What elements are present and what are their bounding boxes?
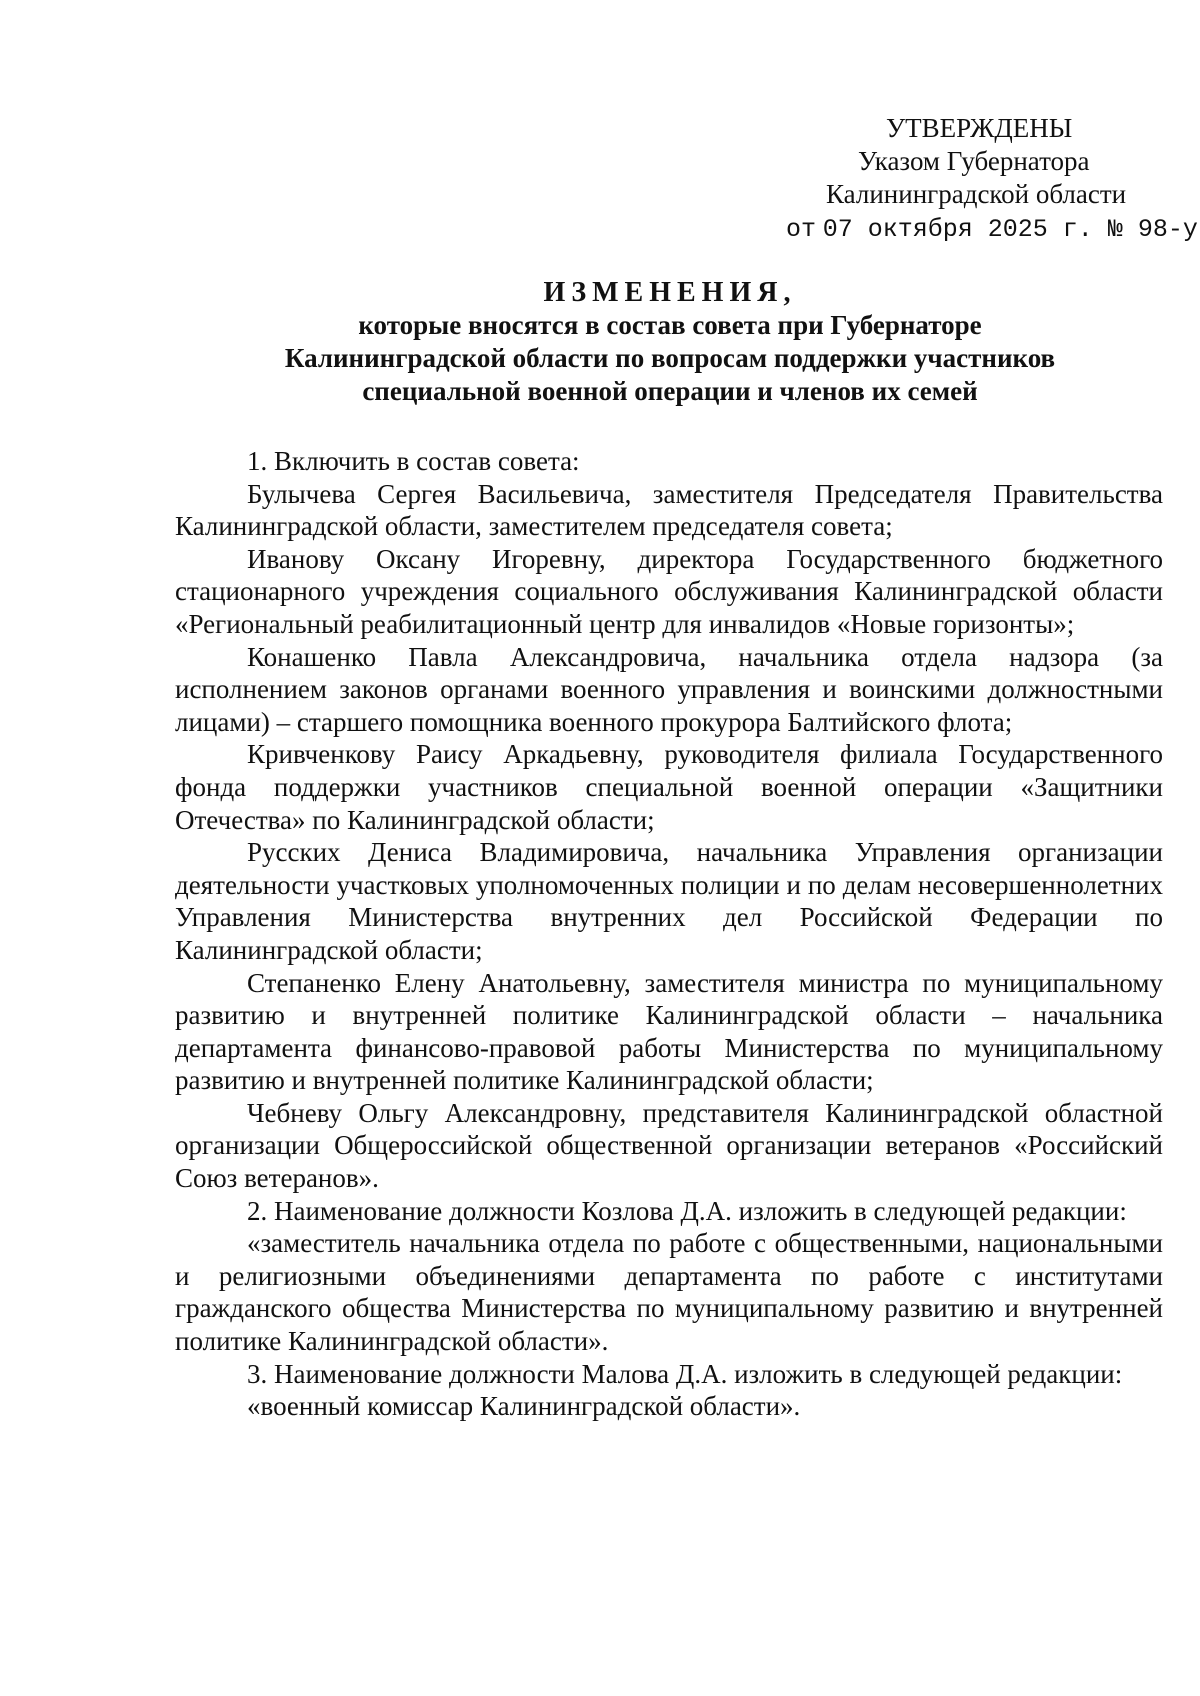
approval-date-line xyxy=(740,211,1198,246)
approval-authority: Указом Губернатора xyxy=(858,146,1090,176)
document-title: ИЗМЕНЕНИЯ, xyxy=(543,277,797,308)
paragraph-bulychev: Булычева Сергея Васильевича, заместителя Председателя Правительства Калининградской области, заместителем председателя совета; xyxy=(175,478,1163,542)
document-body xyxy=(175,445,1163,1423)
document-subtitle-line-1: которые вносятся в состав совета при Губернаторе xyxy=(358,310,982,340)
paragraph-include-intro: 1. Включить в состав совета: xyxy=(247,446,580,476)
paragraph-chebneva: Чебневу Ольгу Александровну, представителя Калининградской областной организации Общероссийской общественной организации ветеранов «Российский Союз ветеранов». xyxy=(175,1097,1163,1194)
paragraph-kozlov-position: «заместитель начальника отдела по работе с общественными, национальными и религиозными объединениями департамента по работе с институтами гражданского общества Министерства по муниципальному развитию и внутренней политике Калининградской области». xyxy=(175,1228,1163,1357)
approval-title: УТВЕРЖДЕНЫ xyxy=(886,113,1073,143)
approval-region: Калининградской области xyxy=(826,179,1127,209)
paragraph-item-2: 2. Наименование должности Козлова Д.А. изложить в следующей редакции: xyxy=(247,1195,1127,1226)
paragraph-konashenko: Конашенко Павла Александровича, начальника отдела надзора (за исполнением законов органами военного управления и воинскими должностными лицами) – старшего помощника военного прокурора Балтийского флота; xyxy=(175,641,1163,737)
paragraph-russkikh: Русских Дениса Владимировича, начальника Управления организации деятельности участковых уполномоченных полиции и по делам несовершеннолетних Управления Министерства внутренних дел Российской Федерации по Калининградской области; xyxy=(175,837,1163,965)
paragraph-item-3: 3. Наименование должности Малова Д.А. изложить в следующей редакции: xyxy=(247,1358,1123,1389)
document-subtitle-line-2: Калининградской области по вопросам поддержки участников xyxy=(284,343,1056,373)
paragraph-krivchenkova: Кривченкову Раису Аркадьевну, руководителя филиала Государственного фонда поддержки участников специальной военной операции «Защитники Отечества» по Калининградской области; xyxy=(175,739,1163,835)
document-subtitle-line-3: специальной военной операции и членов их семей xyxy=(362,376,978,406)
approval-block xyxy=(740,112,1198,246)
paragraph-malov-position: «военный комиссар Калининградской области». xyxy=(247,1391,801,1422)
document-heading xyxy=(175,276,1165,408)
paragraph-stepanenko: Степаненко Елену Анатольевну, заместителя министра по муниципальному развитию и внутренней политике Калининградской области – начальника департамента финансово-правовой работы Министерства по муниципальному развитию и внутренней политике Калининградской области; xyxy=(175,967,1163,1096)
approval-date-prefix: от xyxy=(786,215,817,244)
paragraph-ivanova: Иванову Оксану Игоревну, директора Государственного бюджетного стационарного учреждения социального обслуживания Калининградской области «Региональный реабилитационный центр для инвалидов «Новые горизонты»; xyxy=(175,543,1163,639)
approval-date-value: 07 октября 2025 г. № 98-у xyxy=(822,215,1198,244)
